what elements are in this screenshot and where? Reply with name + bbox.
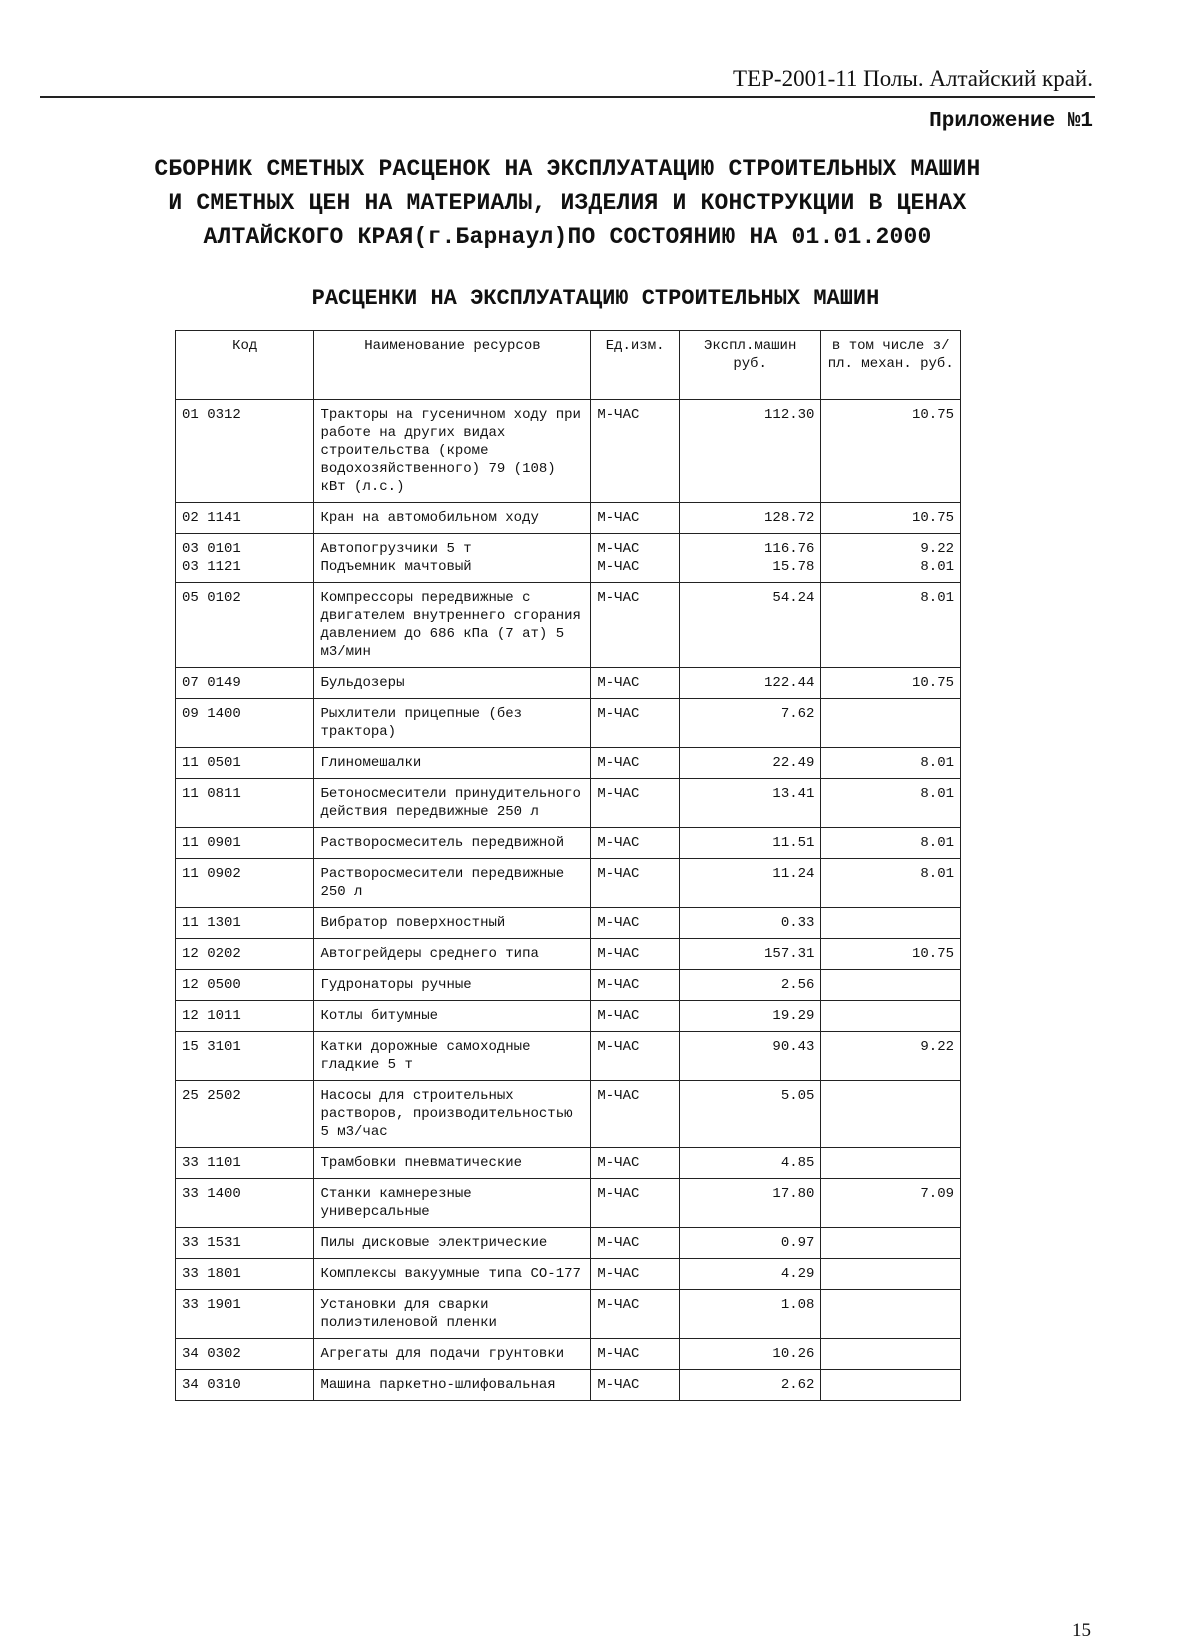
row-machine-cost: 54.24 <box>679 583 821 668</box>
row-unit: М-ЧАС <box>591 400 679 503</box>
row-name: Комплексы вакуумные типа СО-177 <box>314 1259 591 1290</box>
row-code: 12 0202 <box>176 939 314 970</box>
row-code: 34 0310 <box>176 1370 314 1401</box>
row-name: Станки камнерезные универсальные <box>314 1179 591 1228</box>
table-row <box>176 1148 961 1179</box>
row-machine-cost: 112.30 <box>679 400 821 503</box>
row-unit: М-ЧАС <box>591 828 679 859</box>
row-unit: М-ЧАС <box>591 1032 679 1081</box>
row-name: Вибратор поверхностный <box>314 908 591 939</box>
row-machine-cost: 157.31 <box>679 939 821 970</box>
row-machine-cost: 0.33 <box>679 908 821 939</box>
row-machine-cost: 2.62 <box>679 1370 821 1401</box>
row-unit: М-ЧАС <box>591 699 679 748</box>
row-machine-cost: 17.80 <box>679 1179 821 1228</box>
row-unit: М-ЧАС <box>591 908 679 939</box>
row-operator-wage <box>821 1148 961 1179</box>
row-machine-cost: 2.56 <box>679 970 821 1001</box>
table-row <box>176 1081 961 1148</box>
row-machine-cost: 10.26 <box>679 1339 821 1370</box>
row-name: Бетоносмесители принудительного действия передвижные 250 л <box>314 779 591 828</box>
row-unit: М-ЧАС <box>591 1001 679 1032</box>
table-row <box>176 1228 961 1259</box>
row-operator-wage <box>821 1081 961 1148</box>
table-row <box>176 503 961 534</box>
table-header-row <box>176 331 961 400</box>
table-row <box>176 1259 961 1290</box>
row-name: Растворосмеситель передвижной <box>314 828 591 859</box>
document-title: ТЕР-2001-11 Полы. Алтайский край. <box>733 66 1093 91</box>
table-row <box>176 1290 961 1339</box>
main-title <box>40 152 1095 254</box>
column-header-unit: Ед.изм. <box>591 331 679 400</box>
row-code: 11 1301 <box>176 908 314 939</box>
row-unit: М-ЧАС <box>591 1148 679 1179</box>
row-operator-wage <box>821 1001 961 1032</box>
table-row <box>176 668 961 699</box>
appendix-label: Приложение №1 <box>929 110 1093 133</box>
row-operator-wage <box>821 1228 961 1259</box>
table-row <box>176 859 961 908</box>
row-name: Бульдозеры <box>314 668 591 699</box>
row-unit: М-ЧАС <box>591 970 679 1001</box>
row-machine-cost: 1.08 <box>679 1290 821 1339</box>
row-unit: М-ЧАС М-ЧАС <box>591 534 679 583</box>
row-name: Тракторы на гусеничном ходу при работе на других видах строительства (кроме водохозяйственного) 79 (108) кВт (л.с.) <box>314 400 591 503</box>
table-row <box>176 970 961 1001</box>
row-unit: М-ЧАС <box>591 668 679 699</box>
row-operator-wage: 9.22 <box>821 1032 961 1081</box>
row-machine-cost: 0.97 <box>679 1228 821 1259</box>
table-row <box>176 583 961 668</box>
row-unit: М-ЧАС <box>591 583 679 668</box>
row-operator-wage: 8.01 <box>821 583 961 668</box>
row-code: 09 1400 <box>176 699 314 748</box>
row-operator-wage: 10.75 <box>821 400 961 503</box>
row-name: Гудронаторы ручные <box>314 970 591 1001</box>
section-title: РАСЦЕНКИ НА ЭКСПЛУАТАЦИЮ СТРОИТЕЛЬНЫХ МАШИН <box>311 286 880 311</box>
row-machine-cost: 5.05 <box>679 1081 821 1148</box>
row-code: 02 1141 <box>176 503 314 534</box>
row-operator-wage: 9.22 8.01 <box>821 534 961 583</box>
row-unit: М-ЧАС <box>591 1370 679 1401</box>
row-operator-wage <box>821 1259 961 1290</box>
row-operator-wage: 8.01 <box>821 859 961 908</box>
row-unit: М-ЧАС <box>591 1339 679 1370</box>
row-code: 12 1011 <box>176 1001 314 1032</box>
row-operator-wage <box>821 1370 961 1401</box>
row-machine-cost: 4.85 <box>679 1148 821 1179</box>
row-machine-cost: 4.29 <box>679 1259 821 1290</box>
row-operator-wage <box>821 908 961 939</box>
row-code: 01 0312 <box>176 400 314 503</box>
row-code: 11 0501 <box>176 748 314 779</box>
row-machine-cost: 22.49 <box>679 748 821 779</box>
table-row <box>176 748 961 779</box>
row-operator-wage <box>821 970 961 1001</box>
row-unit: М-ЧАС <box>591 1259 679 1290</box>
row-machine-cost: 128.72 <box>679 503 821 534</box>
row-operator-wage: 10.75 <box>821 668 961 699</box>
row-unit: М-ЧАС <box>591 1290 679 1339</box>
row-code: 25 2502 <box>176 1081 314 1148</box>
table-row <box>176 1032 961 1081</box>
row-operator-wage <box>821 1339 961 1370</box>
row-machine-cost: 7.62 <box>679 699 821 748</box>
row-code: 05 0102 <box>176 583 314 668</box>
table-row <box>176 828 961 859</box>
table-row <box>176 939 961 970</box>
column-header-wage: в том числе з/пл. механ. руб. <box>821 331 961 400</box>
row-operator-wage: 8.01 <box>821 779 961 828</box>
row-name: Установки для сварки полиэтиленовой пленки <box>314 1290 591 1339</box>
row-code: 15 3101 <box>176 1032 314 1081</box>
row-operator-wage: 10.75 <box>821 939 961 970</box>
row-unit: М-ЧАС <box>591 1179 679 1228</box>
page-number: 15 <box>1072 1620 1091 1641</box>
row-machine-cost: 11.24 <box>679 859 821 908</box>
row-code: 11 0811 <box>176 779 314 828</box>
table-row <box>176 1001 961 1032</box>
row-name: Растворосмесители передвижные 250 л <box>314 859 591 908</box>
row-name: Котлы битумные <box>314 1001 591 1032</box>
row-code: 34 0302 <box>176 1339 314 1370</box>
row-code: 11 0901 <box>176 828 314 859</box>
row-unit: М-ЧАС <box>591 748 679 779</box>
row-operator-wage <box>821 699 961 748</box>
row-name: Катки дорожные самоходные гладкие 5 т <box>314 1032 591 1081</box>
row-operator-wage <box>821 1290 961 1339</box>
row-name: Глиномешалки <box>314 748 591 779</box>
row-name: Насосы для строительных растворов, производительностью 5 м3/час <box>314 1081 591 1148</box>
row-name: Трамбовки пневматические <box>314 1148 591 1179</box>
column-header-code: Код <box>176 331 314 400</box>
row-operator-wage: 8.01 <box>821 828 961 859</box>
main-title-line: СБОРНИК СМЕТНЫХ РАСЦЕНОК НА ЭКСПЛУАТАЦИЮ СТРОИТЕЛЬНЫХ МАШИН <box>154 156 981 182</box>
header-divider <box>40 96 1095 98</box>
table-row <box>176 779 961 828</box>
row-code: 11 0902 <box>176 859 314 908</box>
row-machine-cost: 19.29 <box>679 1001 821 1032</box>
row-code: 03 0101 03 1121 <box>176 534 314 583</box>
row-code: 07 0149 <box>176 668 314 699</box>
row-unit: М-ЧАС <box>591 939 679 970</box>
row-unit: М-ЧАС <box>591 1228 679 1259</box>
row-code: 33 1901 <box>176 1290 314 1339</box>
row-operator-wage: 8.01 <box>821 748 961 779</box>
main-title-line: АЛТАЙСКОГО КРАЯ(г.Барнаул)ПО СОСТОЯНИЮ НА 01.01.2000 <box>203 224 932 250</box>
row-code: 12 0500 <box>176 970 314 1001</box>
row-unit: М-ЧАС <box>591 779 679 828</box>
column-header-cost: Экспл.машин руб. <box>679 331 821 400</box>
table-row <box>176 699 961 748</box>
table-row <box>176 1370 961 1401</box>
row-name: Пилы дисковые электрические <box>314 1228 591 1259</box>
row-machine-cost: 116.76 15.78 <box>679 534 821 583</box>
row-unit: М-ЧАС <box>591 859 679 908</box>
row-name: Компрессоры передвижные с двигателем внутреннего сгорания давлением до 686 кПа (7 ат) 5 м3/мин <box>314 583 591 668</box>
row-name: Автогрейдеры среднего типа <box>314 939 591 970</box>
row-name: Агрегаты для подачи грунтовки <box>314 1339 591 1370</box>
row-machine-cost: 13.41 <box>679 779 821 828</box>
row-machine-cost: 122.44 <box>679 668 821 699</box>
row-machine-cost: 11.51 <box>679 828 821 859</box>
table-row <box>176 908 961 939</box>
row-name: Машина паркетно-шлифовальная <box>314 1370 591 1401</box>
row-operator-wage: 10.75 <box>821 503 961 534</box>
row-machine-cost: 90.43 <box>679 1032 821 1081</box>
main-title-line: И СМЕТНЫХ ЦЕН НА МАТЕРИАЛЫ, ИЗДЕЛИЯ И КОНСТРУКЦИИ В ЦЕНАХ <box>168 190 967 216</box>
table-row <box>176 1179 961 1228</box>
table-row <box>176 400 961 503</box>
table-row <box>176 534 961 583</box>
row-unit: М-ЧАС <box>591 503 679 534</box>
row-code: 33 1101 <box>176 1148 314 1179</box>
table-body <box>176 400 961 1401</box>
row-name: Кран на автомобильном ходу <box>314 503 591 534</box>
row-code: 33 1801 <box>176 1259 314 1290</box>
row-code: 33 1531 <box>176 1228 314 1259</box>
row-code: 33 1400 <box>176 1179 314 1228</box>
column-header-name: Наименование ресурсов <box>314 331 591 400</box>
row-operator-wage: 7.09 <box>821 1179 961 1228</box>
row-unit: М-ЧАС <box>591 1081 679 1148</box>
row-name: Рыхлители прицепные (без трактора) <box>314 699 591 748</box>
machine-rates-table <box>175 330 961 1401</box>
row-name: Автопогрузчики 5 т Подъемник мачтовый <box>314 534 591 583</box>
table-row <box>176 1339 961 1370</box>
